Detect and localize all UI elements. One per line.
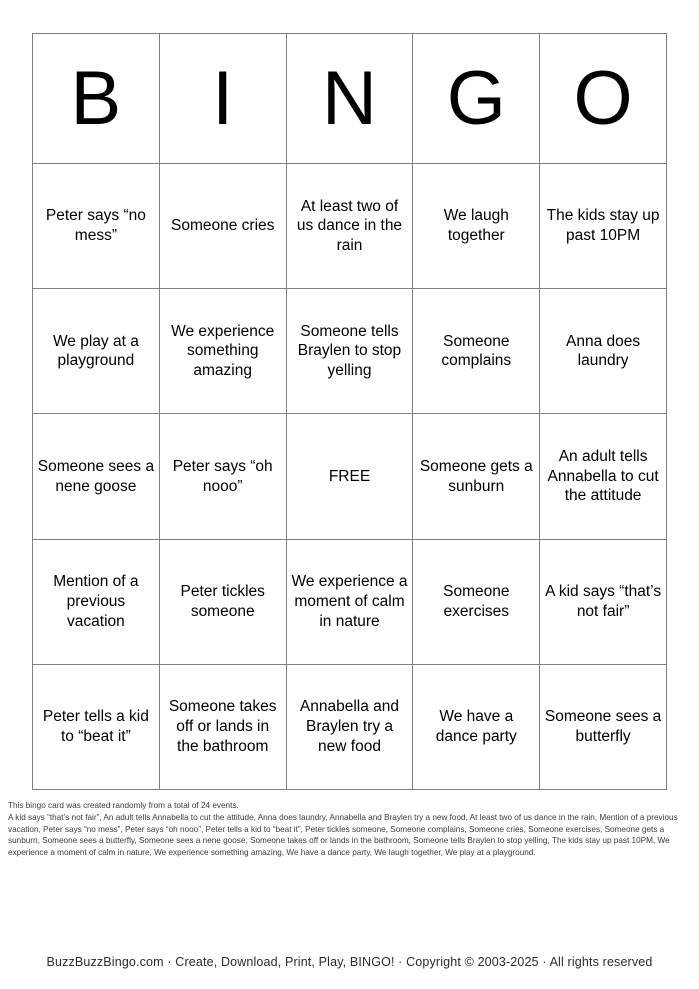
bingo-cell[interactable]: Peter tickles someone [159, 539, 286, 664]
bingo-card [32, 33, 667, 790]
bingo-row [33, 164, 667, 289]
bingo-header-row [33, 34, 667, 164]
bingo-cell[interactable]: A kid says “that’s not fair” [540, 539, 667, 664]
bingo-cell[interactable]: An adult tells Annabella to cut the attitude [540, 414, 667, 539]
footnote [8, 800, 691, 859]
footer-bar [0, 955, 699, 969]
bingo-cell[interactable]: Someone takes off or lands in the bathroom [159, 664, 286, 789]
bingo-cell[interactable]: We laugh together [413, 164, 540, 289]
bingo-cell[interactable]: Someone sees a nene goose [33, 414, 160, 539]
bingo-cell[interactable]: We play at a playground [33, 289, 160, 414]
bingo-row [33, 664, 667, 789]
bingo-cell[interactable]: Someone tells Braylen to stop yelling [286, 289, 413, 414]
footnote-event-list: A kid says “that’s not fair”, An adult tells Annabella to cut the attitude, Anna does laundry, Annabella and Braylen try a new food, At least two of us dance in the rain, Mention of a previous vacation, Peter says “no mess”, Peter says “oh nooo”, Peter tells a kid to “beat it”, Peter tickles someone, Someone complains, Someone cries, Someone exercises, Someone gets a sunburn, Someone sees a butterfly, Someone sees a nene goose, Someone takes off or lands in the bathroom, Someone tells Braylen to stop yelling, The kids stay up past 10PM, We experience a moment of calm in nature, We experience something amazing, We have a dance party, We laugh together, We play at a playground. [8, 813, 678, 858]
bingo-cell[interactable]: Peter says “oh nooo” [159, 414, 286, 539]
bingo-cell[interactable]: At least two of us dance in the rain [286, 164, 413, 289]
bingo-header-letter-g: G [413, 34, 540, 164]
bingo-cell-free[interactable]: FREE [286, 414, 413, 539]
bingo-cell[interactable]: Peter tells a kid to “beat it” [33, 664, 160, 789]
bingo-cell[interactable]: Someone exercises [413, 539, 540, 664]
bingo-row [33, 539, 667, 664]
footnote-summary: This bingo card was created randomly from a total of 24 events. [8, 801, 239, 810]
bingo-cell[interactable]: We experience a moment of calm in nature [286, 539, 413, 664]
bingo-cell[interactable]: Someone complains [413, 289, 540, 414]
bingo-header-letter-i: I [159, 34, 286, 164]
bingo-cell[interactable]: Someone cries [159, 164, 286, 289]
bingo-row [33, 414, 667, 539]
footer-text: BuzzBuzzBingo.com · Create, Download, Print, Play, BINGO! · Copyright © 2003-2025 · All rights reserved [46, 955, 653, 969]
bingo-cell[interactable]: Someone gets a sunburn [413, 414, 540, 539]
bingo-cell[interactable]: Someone sees a butterfly [540, 664, 667, 789]
bingo-cell[interactable]: We have a dance party [413, 664, 540, 789]
bingo-header-letter-b: B [33, 34, 160, 164]
bingo-cell[interactable]: We experience something amazing [159, 289, 286, 414]
bingo-header-letter-o: O [540, 34, 667, 164]
bingo-row [33, 289, 667, 414]
bingo-cell[interactable]: Anna does laundry [540, 289, 667, 414]
bingo-header-letter-n: N [286, 34, 413, 164]
bingo-grid [32, 33, 667, 790]
bingo-cell[interactable]: The kids stay up past 10PM [540, 164, 667, 289]
bingo-cell[interactable]: Annabella and Braylen try a new food [286, 664, 413, 789]
bingo-cell[interactable]: Mention of a previous vacation [33, 539, 160, 664]
bingo-cell[interactable]: Peter says “no mess” [33, 164, 160, 289]
